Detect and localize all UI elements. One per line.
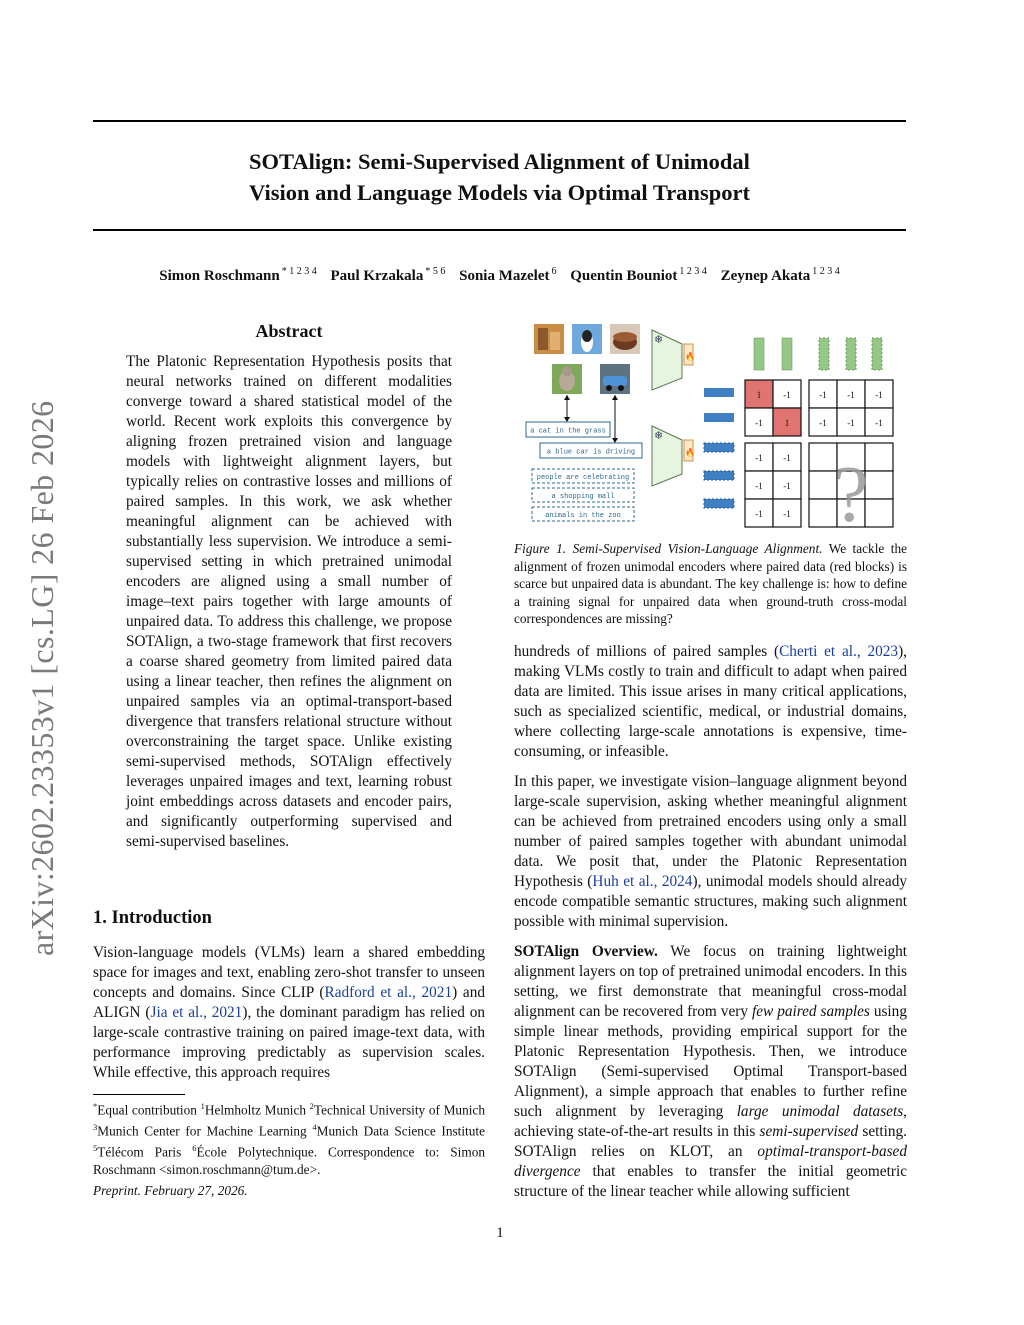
body-paragraph: SOTAlign Overview. We focus on training lightweight alignment layers on top of pretrained unimodal encoders. In this setting, we first demonstrate that meaningful cross-modal alignment can be recovered from very few paired samples using simple linear methods, providing empirical support for the Platonic Representation Hypothesis. Then, we introduce SOTAlign (Semi-supervised Optimal Transport-based Alignment), a simple approach that enables to further refine such alignment by leveraging large unimodal datasets, achieving state-of-the-art results in this semi-supervised setting. SOTAlign relies on KLOT, an optimal-transport-based divergence that enables to transfer the initial geometric structure of the linear teacher while allowing sufficient [514, 943, 907, 1200]
paired-similarity-matrix [745, 380, 801, 436]
matrix-cell: -1 [847, 390, 855, 400]
paper-title [93, 146, 906, 208]
unknown-correspondence-matrix [809, 443, 893, 530]
matrix-cell: -1 [755, 509, 763, 519]
matrix-cell: 1 [784, 418, 790, 428]
matrix-cell: -1 [783, 453, 791, 463]
body-paragraph: hundreds of millions of paired samples (Cherti et al., 2023), making VLMs costly to train and difficult to adapt when paired data are limited. This issue arises in many critical applications, such as specialized scientific, medical, or industrial domains, where collecting large-scale annotations is expensive, time-consuming, or infeasible. [514, 643, 907, 760]
frozen-snowflake-icon: ❄ [654, 430, 664, 442]
matrix-cell: -1 [783, 509, 791, 519]
matrix-cell: -1 [819, 418, 827, 428]
author-list [93, 266, 906, 285]
question-mark-icon: ? [833, 451, 869, 530]
matrix-cell: -1 [783, 390, 791, 400]
matrix-cell: 1 [756, 390, 762, 400]
page-number: 1 [496, 1225, 504, 1241]
matrix-cell: -1 [875, 418, 883, 428]
affiliation-footnote: *Equal contribution $^1$Helmholtz Munich $^2$Technical University of Munich $^3$Munich Center for Machine Learning $^4$Munich Data Science Institute $^5$Télécom Paris $^6$École Polytechnique. Correspondence to: Simon Roschmann <simon.roschmann@tum.de>. [93, 1101, 485, 1177]
title-rule-top [93, 120, 906, 122]
body-paragraph: In this paper, we investigate vision–language alignment beyond large-scale supervision, asking whether meaningful alignment can be achieved from pretrained encoders using only a small number of paired samples together with abundant unimodal data. We posit that, under the Platonic Representation Hypothesis (Huh et al., 2024), unimodal models should already encode compatible semantic structures, making such alignment possible with minimal supervision. [514, 773, 908, 930]
unpaired-image-thumbnails [534, 324, 640, 354]
caption-text: people are celebrating [536, 474, 630, 482]
title-line-1: SOTAlign: Semi-Supervised Alignment of Unimodal [249, 149, 750, 174]
image-embeddings [754, 338, 882, 370]
author: Simon Roschmann $^{* 1 2 3 4}$ [159, 266, 317, 284]
frozen-snowflake-icon: ❄ [654, 334, 664, 346]
introduction-heading: 1. Introduction [93, 908, 212, 928]
matrix-cell: -1 [819, 390, 827, 400]
matrix-cell: -1 [847, 418, 855, 428]
title-line-2: Vision and Language Models via Optimal Transport [249, 180, 750, 205]
trainable-flame-icon: 🔥 [685, 352, 695, 361]
unpaired-text-captions [532, 469, 634, 521]
figure-label: Figure 1. Semi-Supervised Vision-Language Alignment. [514, 541, 823, 556]
author: Sonia Mazelet $^6$ [459, 266, 557, 284]
matrix-cell: -1 [755, 453, 763, 463]
unpaired-negative-matrix-left [745, 443, 801, 527]
abstract-heading: Abstract [255, 321, 323, 341]
caption-text: animals in the zoo [545, 512, 621, 520]
abstract-body: The Platonic Representation Hypothesis posits that neural networks trained on different modalities converge toward a shared statistical model of the world. Recent work exploits this convergence by aligning frozen pretrained vision and language models with lightweight alignment layers, but typically relies on contrastive losses and millions of paired samples. In this work, we ask whether meaningful alignment can be achieved with substantially less supervision. We introduce a semi-supervised setting in which pretrained unimodal encoders are aligned using a small number of image–text pairs together with large amounts of unpaired data. To address this challenge, we propose SOTAlign, a two-stage framework that first recovers a coarse shared geometry from limited paired data using a linear teacher, then refines the alignment on unpaired samples via an optimal-transport-based divergence that transfers relational structure without overconstraining the target space. Unlike existing semi-supervised methods, SOTAlign effectively leverages unpaired images and text, learning robust joint embeddings across datasets and encoder pairs, and significantly outperforming supervised and semi-supervised baselines. [126, 353, 452, 850]
paragraph-run-in-heading: SOTAlign Overview. [514, 943, 658, 960]
caption-text: a blue car is driving [546, 448, 636, 457]
paired-text-captions [526, 422, 642, 458]
text-encoder-block [652, 426, 695, 486]
text-embeddings [704, 388, 734, 508]
title-rule-bottom [93, 229, 906, 231]
citation-link[interactable]: Cherti et al., 2023 [779, 643, 899, 660]
matrix-cell: -1 [783, 481, 791, 491]
introduction-paragraph: Vision-language models (VLMs) learn a shared embedding space for images and text, enabling zero-shot transfer to unseen concepts and domains. Since CLIP (Radford et al., 2021) and ALIGN (Jia et al., 2021), the dominant paradigm has relied on large-scale contrastive training on paired image-text data, with performance improving predictably as supervision scales. While effective, this approach requires [93, 944, 486, 1081]
matrix-cell: -1 [755, 481, 763, 491]
caption-text: a cat in the grass [530, 427, 606, 436]
unpaired-negative-matrix-top [809, 380, 893, 436]
caption-text: a shopping mall [551, 493, 615, 501]
citation-link[interactable]: Huh et al., 2024 [592, 873, 693, 890]
figure-1-diagram [524, 318, 906, 530]
citation-link[interactable]: Radford et al., 2021 [324, 984, 453, 1001]
figure-1-caption: Figure 1. Semi-Supervised Vision-Language Alignment. We tackle the alignment of frozen unimodal encoders where paired data (red blocks) is scarce but unpaired data is abundant. The key challenge is: how to define a training signal for unpaired data when ground-truth cross-modal correspondences are missing? [514, 541, 907, 626]
author: Paul Krzakala $^{* 5 6}$ [330, 266, 446, 284]
arxiv-identifier-stamp[interactable]: arXiv:2602.23353v1 [cs.LG] 26 Feb 2026 [24, 400, 60, 956]
matrix-cell: -1 [875, 390, 883, 400]
paired-image-thumbnails [552, 364, 630, 394]
matrix-cell: -1 [755, 418, 763, 428]
vision-encoder-block [652, 330, 695, 390]
author: Zeynep Akata $^{1 2 3 4}$ [720, 266, 840, 284]
footnote-rule [93, 1094, 185, 1095]
preprint-date: Preprint. February 27, 2026. [93, 1183, 248, 1198]
trainable-flame-icon: 🔥 [685, 448, 695, 457]
citation-link[interactable]: Jia et al., 2021 [150, 1004, 243, 1021]
author: Quentin Bouniot $^{1 2 3 4}$ [570, 266, 707, 284]
